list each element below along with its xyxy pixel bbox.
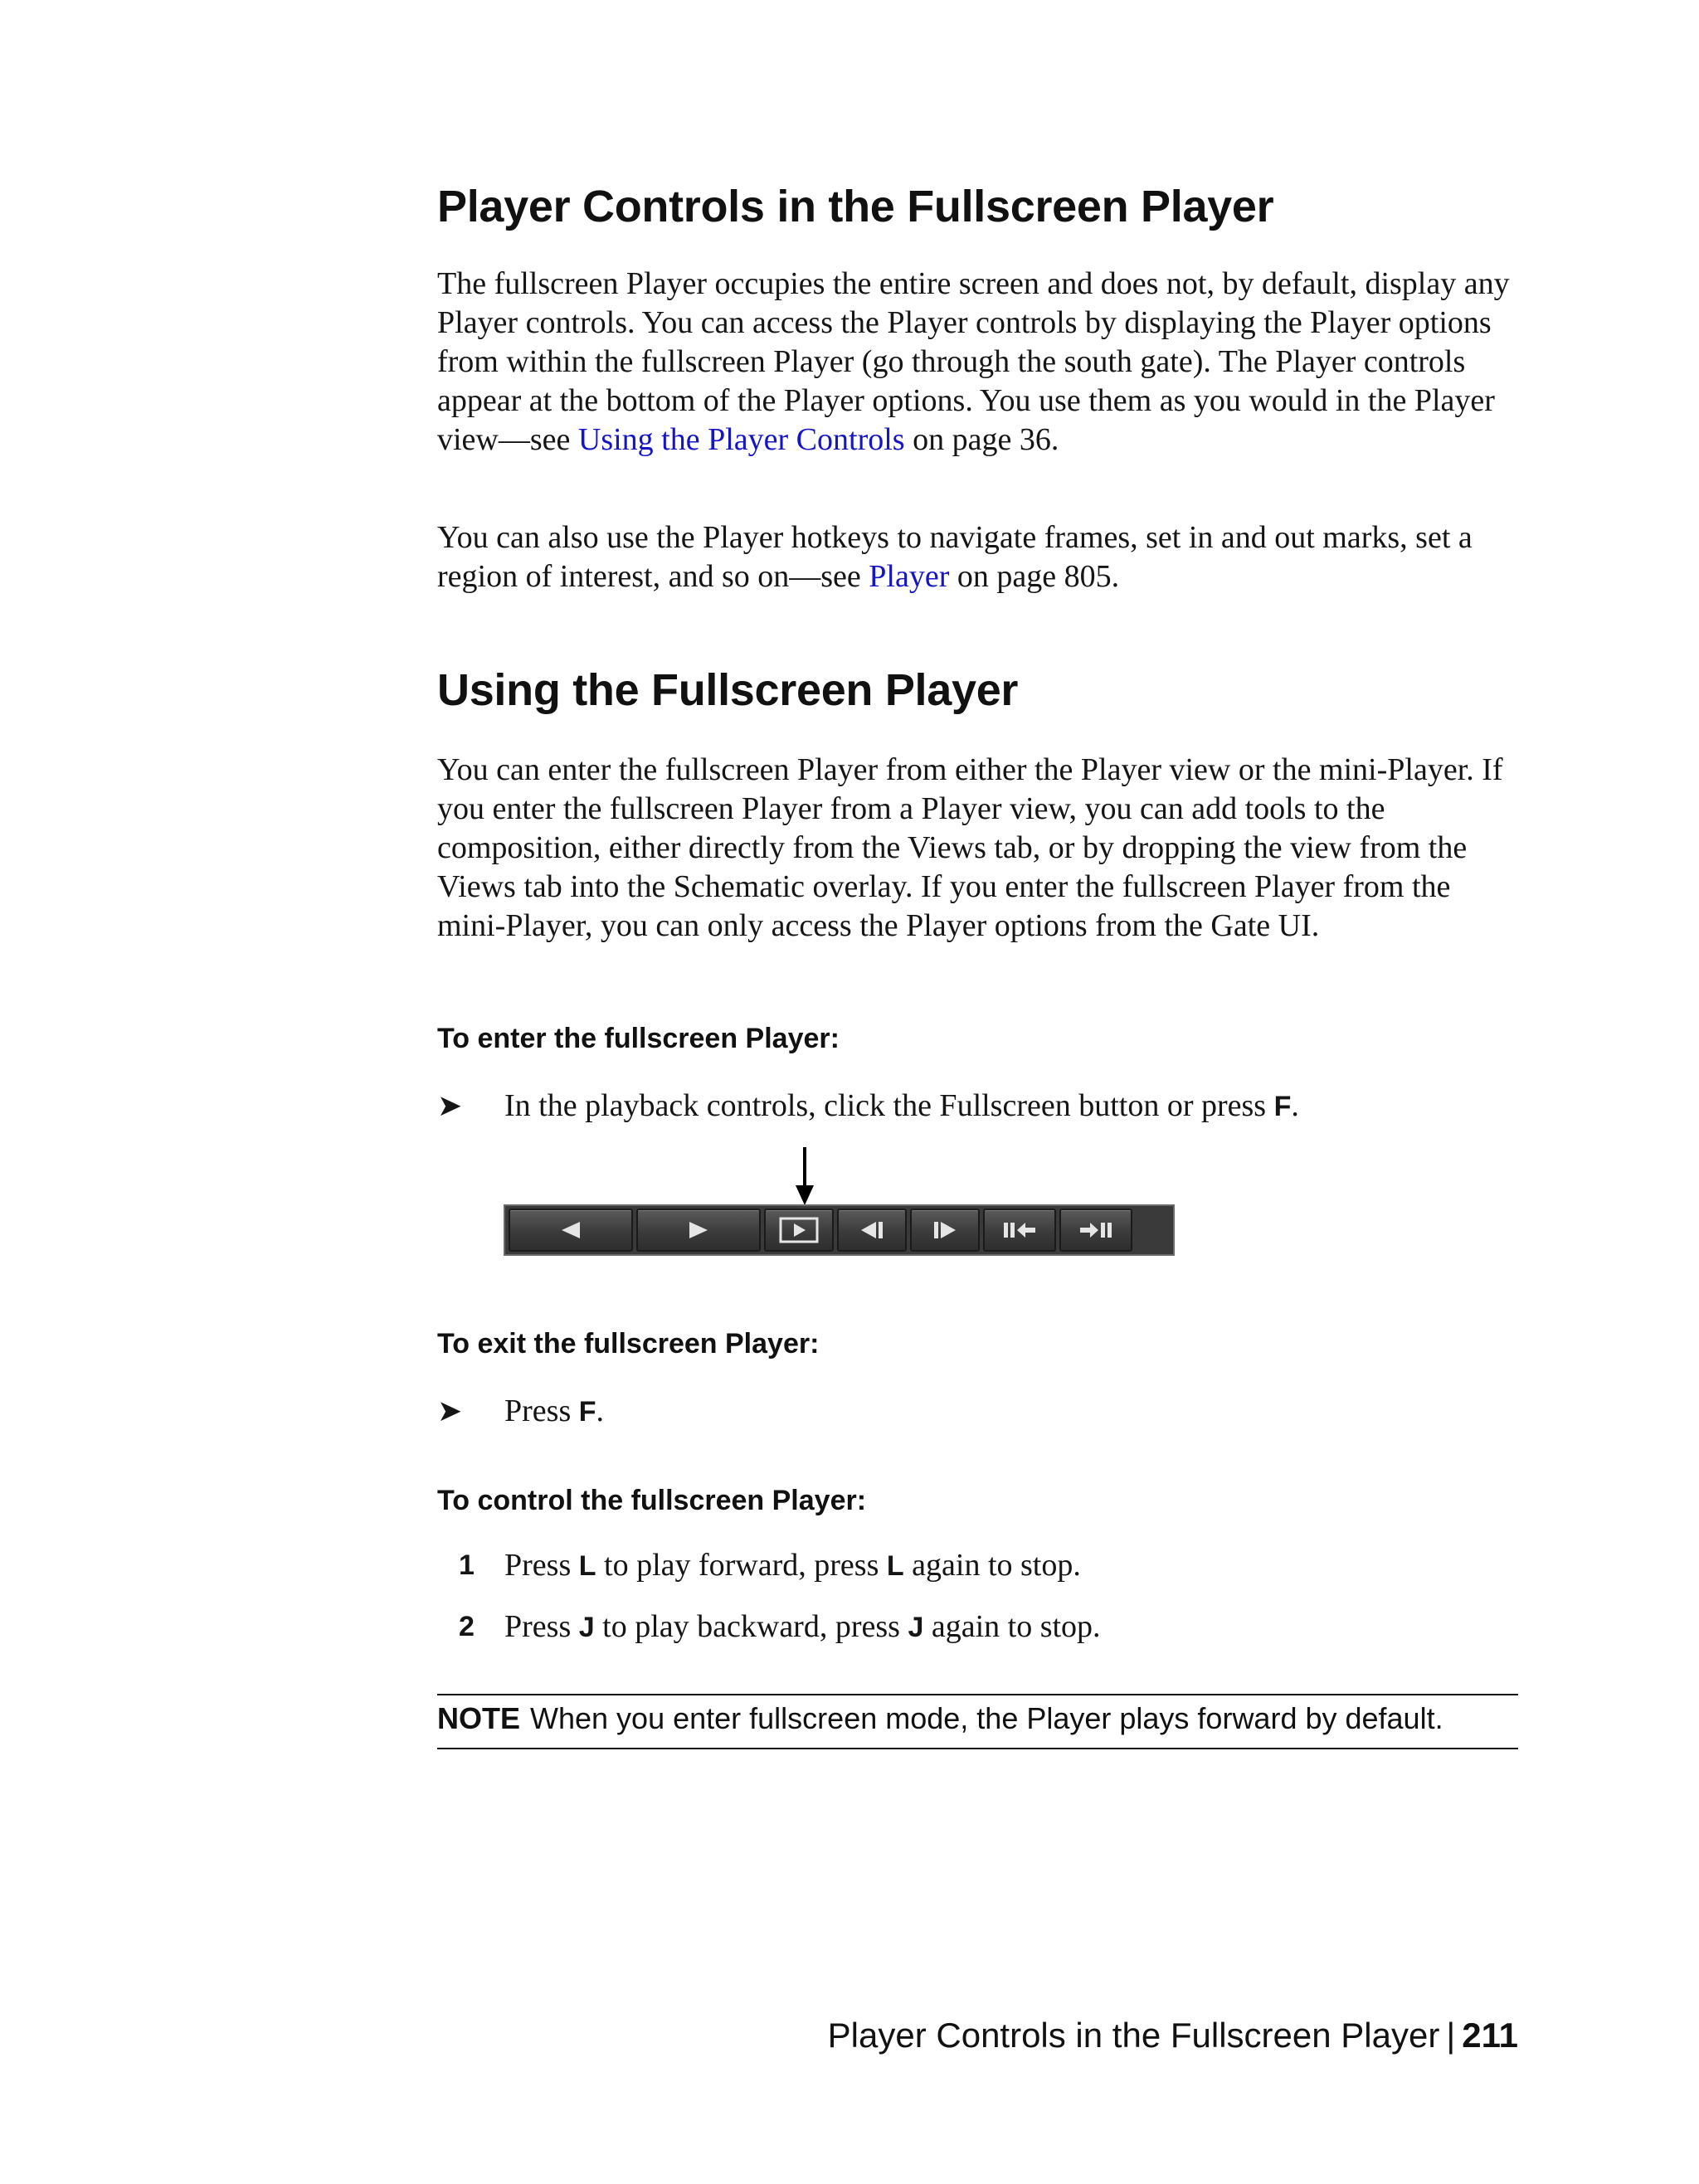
footer-separator: | xyxy=(1446,2016,1456,2055)
step-text: Press L to play forward, press L again to stop. xyxy=(504,1548,1081,1583)
paragraph-text: The fullscreen Player occupies the entire screen and does not, by default, display any Player controls. You can access the Player controls by displaying the Player options from within the fullscreen Player (go through the south gate). The Player controls appear at the bottom of the Player options. You use them as you would in the Player view—see xyxy=(437,266,1510,457)
key-l: L xyxy=(886,1550,904,1582)
play-forward-icon xyxy=(686,1221,711,1239)
play-forward-button[interactable] xyxy=(636,1209,761,1252)
note-rule-top xyxy=(437,1694,1518,1695)
page-number: 211 xyxy=(1462,2016,1518,2055)
go-to-end-button[interactable] xyxy=(1059,1209,1132,1252)
go-to-start-button[interactable] xyxy=(983,1209,1056,1252)
play-backward-button[interactable] xyxy=(509,1209,633,1252)
footer-title: Player Controls in the Fullscreen Player xyxy=(827,2016,1440,2055)
numbered-step xyxy=(437,1546,1518,1588)
bullet-arrow-icon: ➤ xyxy=(437,1089,463,1122)
paragraph-enter-fullscreen: You can enter the fullscreen Player from either the Player view or the mini-Player. If you enter the fullscreen Player from a Player view, you can add tools to the composition, either directly from the Views tab, or by dropping the view from the Views tab into the Schematic overlay. If you enter the fullscreen Player from the mini-Player, you can only access the Player options from the Gate UI. xyxy=(437,752,1503,943)
note-text: When you enter fullscreen mode, the Player plays forward by default. xyxy=(530,1701,1443,1735)
playback-controls xyxy=(504,1204,1175,1256)
step-number: 2 xyxy=(459,1611,475,1642)
procedure-step-exit xyxy=(437,1392,1518,1433)
link-using-player-controls[interactable]: Using the Player Controls xyxy=(577,422,905,457)
key-j: J xyxy=(908,1612,924,1643)
key-f: F xyxy=(1273,1091,1292,1122)
step-text: Press F. xyxy=(504,1394,605,1428)
bullet-arrow-icon: ➤ xyxy=(437,1394,463,1428)
key-j: J xyxy=(578,1612,595,1643)
go-to-end-icon xyxy=(1077,1221,1115,1239)
note-box xyxy=(437,1700,1518,1738)
paragraph-hotkeys xyxy=(437,518,1518,596)
paragraph-fullscreen-intro xyxy=(437,265,1518,460)
paragraph-text: on page 805. xyxy=(949,559,1120,594)
paragraph-text: on page 36. xyxy=(904,422,1059,457)
key-f: F xyxy=(578,1396,596,1428)
callout-arrow-icon xyxy=(792,1147,817,1205)
fullscreen-icon xyxy=(779,1217,819,1243)
procedure-title-exit: To exit the fullscreen Player: xyxy=(437,1328,820,1360)
step-forward-icon xyxy=(931,1221,959,1239)
page-footer xyxy=(828,2016,1518,2055)
note-label: NOTE xyxy=(437,1701,521,1735)
step-back-button[interactable] xyxy=(837,1209,907,1252)
go-to-start-icon xyxy=(1000,1221,1039,1239)
fullscreen-button[interactable] xyxy=(764,1209,834,1252)
procedure-title-control: To control the fullscreen Player: xyxy=(437,1485,867,1516)
section-heading-using-fullscreen: Using the Fullscreen Player xyxy=(437,665,1019,715)
link-player[interactable]: Player xyxy=(869,559,950,594)
numbered-step xyxy=(437,1608,1518,1649)
play-backward-icon xyxy=(558,1221,583,1239)
step-number: 1 xyxy=(459,1549,475,1581)
section-heading-player-controls: Player Controls in the Fullscreen Player xyxy=(437,182,1274,231)
procedure-step-enter xyxy=(437,1087,1518,1128)
step-text: In the playback controls, click the Fullscreen button or press F. xyxy=(504,1088,1299,1123)
note-rule-bottom xyxy=(437,1748,1518,1749)
step-text: Press J to play backward, press J again to stop. xyxy=(504,1609,1101,1644)
paragraph-text: You can also use the Player hotkeys to navigate frames, set in and out marks, set a region of interest, and so on—see xyxy=(437,520,1473,594)
step-forward-button[interactable] xyxy=(910,1209,980,1252)
procedure-title-enter: To enter the fullscreen Player: xyxy=(437,1023,840,1054)
step-back-icon xyxy=(858,1221,886,1239)
key-l: L xyxy=(578,1550,596,1582)
